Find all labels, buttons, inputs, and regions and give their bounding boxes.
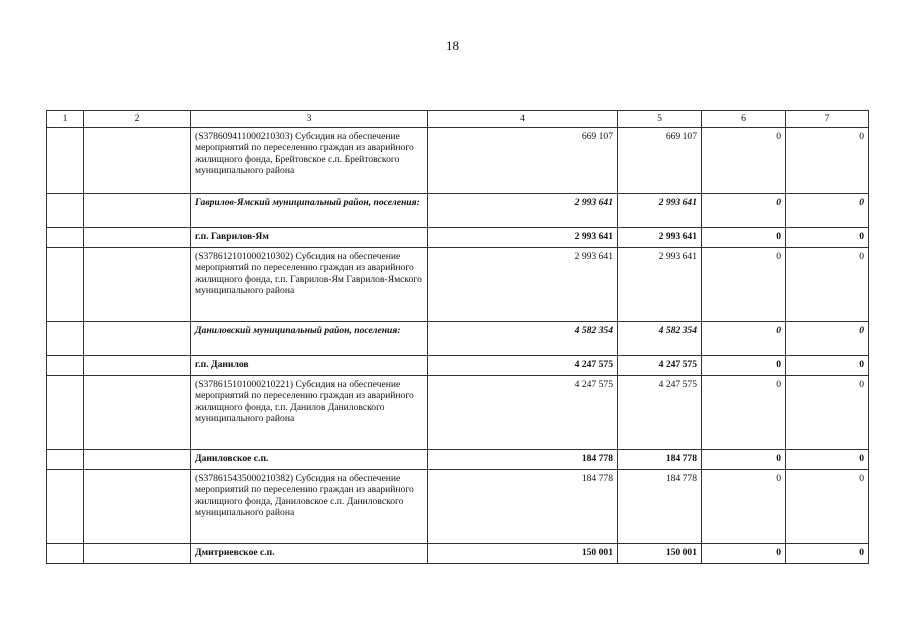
cell-col-5: 184 778 (618, 469, 702, 543)
row-name: Дмитриевское с.п. (191, 543, 428, 563)
row-name: Гаврилов-Ямский муниципальный район, поселения: (191, 193, 428, 227)
cell-col-7: 0 (786, 449, 869, 469)
cell-col-4: 150 001 (428, 543, 618, 563)
cell-col-4: 2 993 641 (428, 247, 618, 321)
table-row (47, 193, 869, 227)
cell-col-1 (47, 247, 84, 321)
row-name: г.п. Гаврилов-Ям (191, 227, 428, 247)
cell-col-4: 4 247 575 (428, 355, 618, 375)
cell-col-7: 0 (786, 469, 869, 543)
cell-col-6: 0 (702, 469, 786, 543)
cell-col-1 (47, 227, 84, 247)
cell-col-6: 0 (702, 321, 786, 355)
cell-col-1 (47, 193, 84, 227)
cell-col-5: 4 582 354 (618, 321, 702, 355)
cell-col-4: 2 993 641 (428, 193, 618, 227)
table-row (47, 227, 869, 247)
cell-col-6: 0 (702, 227, 786, 247)
cell-col-7: 0 (786, 227, 869, 247)
cell-col-5: 4 247 575 (618, 375, 702, 449)
header-col-7: 7 (786, 111, 869, 128)
cell-col-2 (84, 449, 191, 469)
table-row (47, 247, 869, 321)
row-name: Даниловский муниципальный район, поселения: (191, 321, 428, 355)
row-name: (S378612101000210302) Субсидия на обеспечение мероприятий по переселению граждан из аварийного жилищного фонда, г.п. Гаврилов-Ям Гаврилов-Ямского муниципального района (191, 247, 428, 321)
header-col-5: 5 (618, 111, 702, 128)
header-col-1: 1 (47, 111, 84, 128)
table-row (47, 355, 869, 375)
cell-col-7: 0 (786, 247, 869, 321)
row-name: (S378615101000210221) Субсидия на обеспечение мероприятий по переселению граждан из аварийного жилищного фонда, г.п. Данилов Даниловского муниципального района (191, 375, 428, 449)
cell-col-5: 2 993 641 (618, 227, 702, 247)
cell-col-1 (47, 543, 84, 563)
page-number: 18 (446, 38, 459, 53)
header-row (47, 111, 869, 128)
cell-col-2 (84, 193, 191, 227)
cell-col-6: 0 (702, 355, 786, 375)
header-col-4: 4 (428, 111, 618, 128)
header-col-6: 6 (702, 111, 786, 128)
cell-col-7: 0 (786, 321, 869, 355)
cell-col-2 (84, 227, 191, 247)
cell-col-7: 0 (786, 375, 869, 449)
cell-col-2 (84, 247, 191, 321)
table-body (47, 127, 869, 563)
header-col-3: 3 (191, 111, 428, 128)
table-row (47, 375, 869, 449)
cell-col-2 (84, 321, 191, 355)
cell-col-1 (47, 469, 84, 543)
header-col-2: 2 (84, 111, 191, 128)
cell-col-6: 0 (702, 449, 786, 469)
cell-col-1 (47, 449, 84, 469)
cell-col-5: 4 247 575 (618, 355, 702, 375)
cell-col-5: 150 001 (618, 543, 702, 563)
row-name: г.п. Данилов (191, 355, 428, 375)
cell-col-6: 0 (702, 127, 786, 193)
cell-col-7: 0 (786, 193, 869, 227)
table-row (47, 127, 869, 193)
table-row (47, 543, 869, 563)
table-row (47, 321, 869, 355)
budget-table (46, 110, 869, 564)
cell-col-7: 0 (786, 355, 869, 375)
cell-col-2 (84, 469, 191, 543)
cell-col-4: 2 993 641 (428, 227, 618, 247)
cell-col-2 (84, 127, 191, 193)
row-name: (S378615435000210382) Субсидия на обеспечение мероприятий по переселению граждан из аварийного жилищного фонда, Даниловское с.п. Даниловского муниципального района (191, 469, 428, 543)
cell-col-7: 0 (786, 127, 869, 193)
cell-col-2 (84, 375, 191, 449)
cell-col-1 (47, 375, 84, 449)
cell-col-6: 0 (702, 193, 786, 227)
cell-col-4: 184 778 (428, 449, 618, 469)
table-row (47, 469, 869, 543)
cell-col-2 (84, 543, 191, 563)
cell-col-5: 2 993 641 (618, 247, 702, 321)
cell-col-7: 0 (786, 543, 869, 563)
cell-col-4: 184 778 (428, 469, 618, 543)
cell-col-4: 669 107 (428, 127, 618, 193)
cell-col-6: 0 (702, 543, 786, 563)
cell-col-6: 0 (702, 247, 786, 321)
cell-col-5: 2 993 641 (618, 193, 702, 227)
cell-col-6: 0 (702, 375, 786, 449)
cell-col-5: 184 778 (618, 449, 702, 469)
cell-col-1 (47, 355, 84, 375)
row-name: (S378609411000210303) Субсидия на обеспечение мероприятий по переселению граждан из аварийного жилищного фонда, Брейтовское с.п. Брейтовского муниципального района (191, 127, 428, 193)
cell-col-1 (47, 127, 84, 193)
cell-col-4: 4 247 575 (428, 375, 618, 449)
cell-col-5: 669 107 (618, 127, 702, 193)
table-row (47, 449, 869, 469)
cell-col-4: 4 582 354 (428, 321, 618, 355)
cell-col-1 (47, 321, 84, 355)
cell-col-2 (84, 355, 191, 375)
row-name: Даниловское с.п. (191, 449, 428, 469)
